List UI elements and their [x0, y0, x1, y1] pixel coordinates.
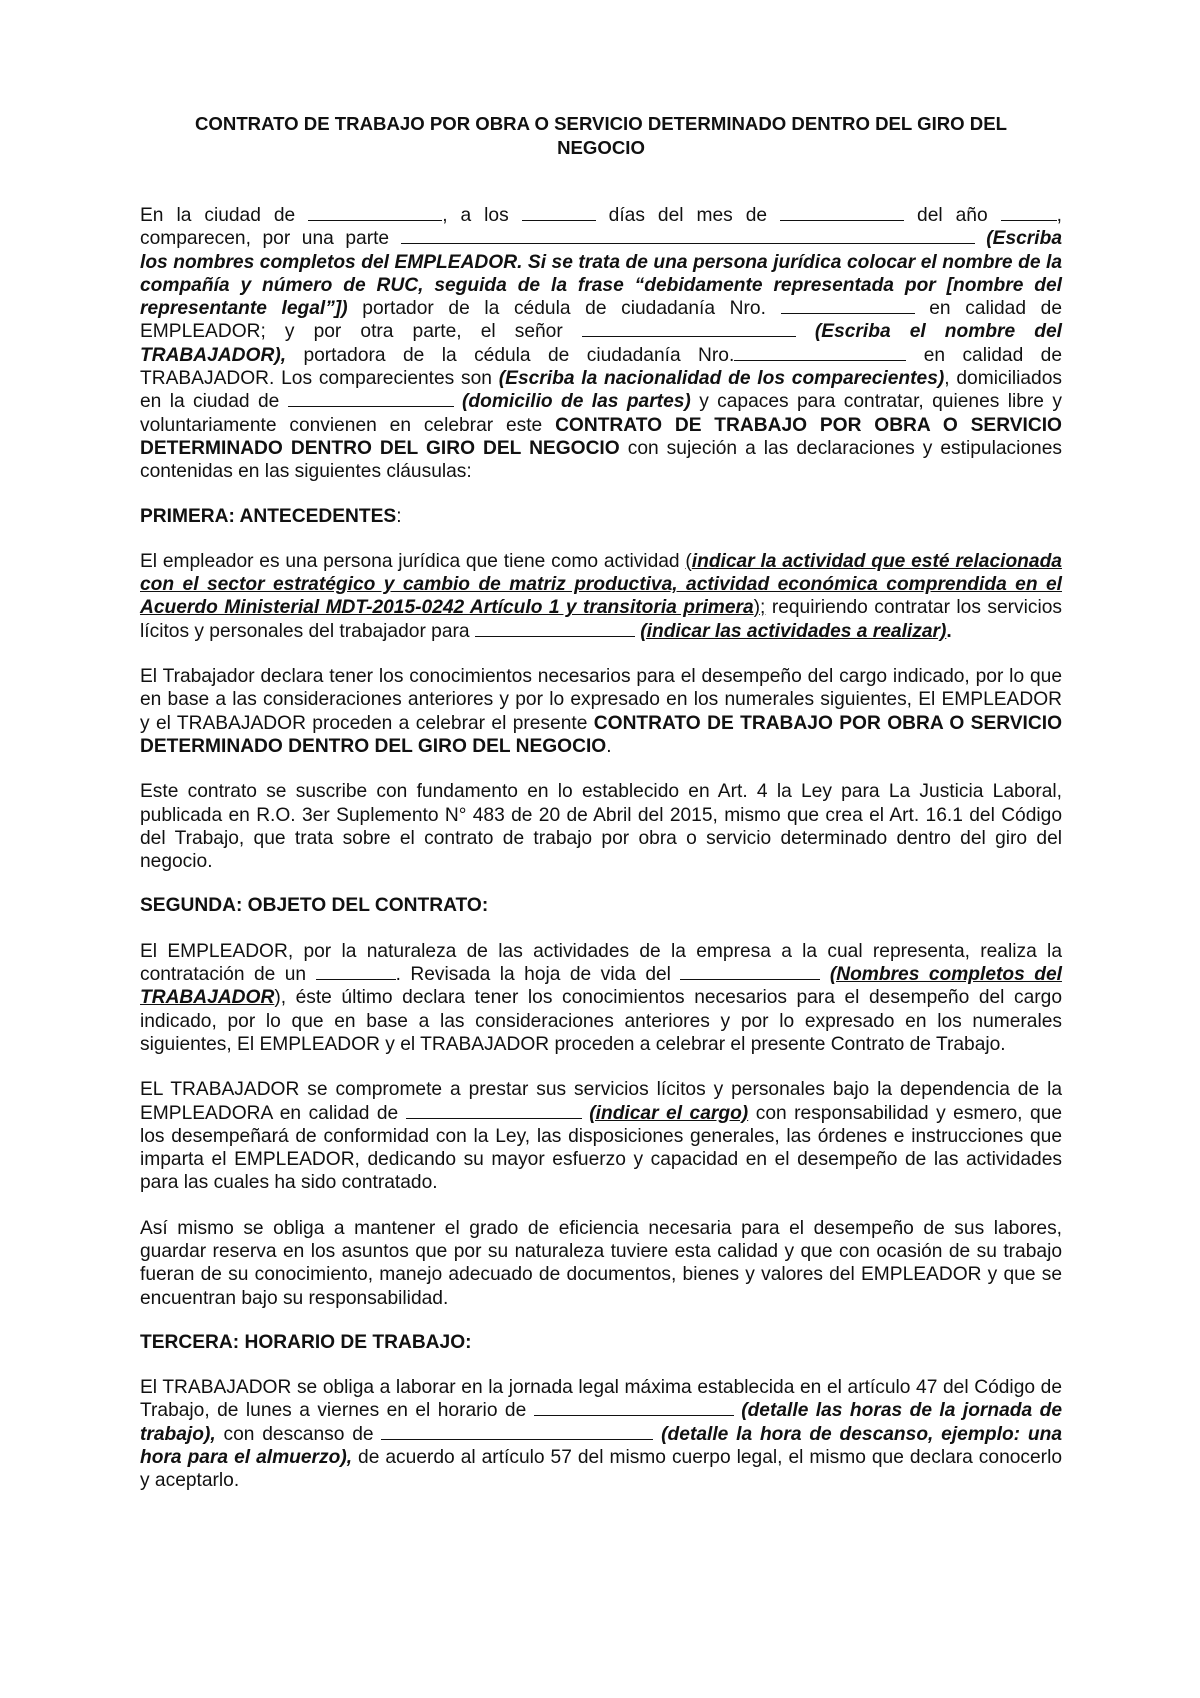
tercera-paragraph-1 [140, 1376, 1062, 1492]
primera-paragraph-1 [140, 550, 1062, 643]
domicile-hint: (domicilio de las partes) [462, 391, 691, 413]
worker-hint: (Escriba el nombre del TRABAJADOR), [140, 321, 1062, 366]
worker-id-blank [734, 345, 906, 361]
employer-name-blank [401, 228, 975, 244]
month-blank [780, 205, 904, 221]
schedule-hint: (detalle las horas de la jornada de trabajo), [140, 1400, 1063, 1445]
paren-close: ); [753, 597, 766, 619]
paragraph-text: El Trabajador declara tener los conocimientos necesarios para el desempeño del cargo indicado, por lo que en base a las consideraciones anteriores y por lo expresado en los numerales siguientes, El EMPLEADOR y el TRABAJADOR proceden a celebrar el presente [140, 666, 1062, 734]
paragraph-text: El TRABAJADOR se obliga a laborar en la jornada legal máxima establecida en el artículo 47 del Código de Trabajo, de lunes a viernes en el horario de [140, 1377, 1062, 1422]
worker-names-hint: (Nombres completos del TRABAJADOR [140, 964, 1062, 1009]
intro-text: y capaces para contratar, quienes libre y voluntariamente convienen en celebrar este [140, 391, 1062, 436]
contract-name: CONTRATO DE TRABAJO POR OBRA O SERVICIO DETERMINADO DENTRO DEL GIRO DEL NEGOCIO [140, 712, 1062, 757]
worker-name-blank [680, 964, 820, 980]
intro-paragraph [140, 204, 1062, 484]
paren-open: ( [685, 550, 692, 572]
heading-text: TERCERA: HORARIO DE TRABAJO: [140, 1331, 472, 1353]
intro-text: días del mes de [608, 205, 768, 226]
paragraph-end: . [946, 620, 952, 642]
city-domicile-blank [288, 391, 454, 407]
role-hint: (indicar el cargo) [589, 1102, 749, 1124]
primera-paragraph-3: Este contrato se suscribe con fundamento en lo establecido en Art. 4 la Ley para La Justicia Laboral, publicada en R.O. 3er Suplemento N° 483 de 20 de Abril del 2015, mismo que crea el Art. 16.1 del Código del Trabajo, que trata sobre el contrato de trabajo por obra o servicio determinado dentro del giro del negocio. [140, 781, 1062, 873]
paragraph-text: EL TRABAJADOR se compromete a prestar sus servicios lícitos y personales bajo la dependencia de la EMPLEADORA en calidad de [140, 1079, 1062, 1124]
employer-id-blank [781, 298, 915, 314]
activities-hint: (indicar las actividades a realizar) [640, 620, 947, 642]
section-heading-tercera [140, 1331, 1062, 1354]
paragraph-text: requiriendo contratar los servicios lícitos y personales del trabajador para [140, 597, 1062, 642]
contract-name: CONTRATO DE TRABAJO POR OBRA O SERVICIO DETERMINADO DENTRO DEL GIRO DEL NEGOCIO [140, 414, 1062, 459]
section-heading-segunda [140, 894, 1062, 917]
paragraph-text: con descanso de [223, 1423, 374, 1445]
paragraph-text: con responsabilidad y esmero, que los desempeñará de conformidad con la Ley, las disposiciones generales, las órdenes e instrucciones que imparta el EMPLEADOR, dedicando su mayor esfuerzo y capacidad en el desempeño de las actividades para las cuales ha sido contratado. [140, 1102, 1062, 1194]
document-title: CONTRATO DE TRABAJO POR OBRA O SERVICIO DETERMINADO DENTRO DEL GIRO DEL NEGOCIO [195, 113, 1007, 158]
segunda-paragraph-1 [140, 940, 1062, 1056]
intro-text: portador de la cédula de ciudadanía Nro. [362, 298, 766, 320]
role-blank [406, 1103, 582, 1119]
segunda-paragraph-2 [140, 1078, 1062, 1194]
paragraph-end: . [606, 735, 612, 757]
year-blank [1001, 205, 1057, 221]
intro-text: , comparecen, por una parte [140, 205, 1062, 250]
paragraph-text: de acuerdo al artículo 57 del mismo cuerpo legal, el mismo que declara conocerlo y aceptarlo. [140, 1447, 1063, 1492]
paragraph-text: El EMPLEADOR, por la naturaleza de las actividades de la empresa a la cual representa, realiza la contratación de un [140, 940, 1062, 986]
break-hint: (detalle la hora de descanso, ejemplo: una hora para el almuerzo), [140, 1423, 1062, 1469]
break-blank [381, 1424, 653, 1440]
paragraph-text: El empleador es una persona jurídica que tiene como actividad [140, 550, 680, 572]
intro-text: portadora de la cédula de ciudadanía Nro. [303, 344, 735, 366]
heading-text: SEGUNDA: OBJETO DEL CONTRATO: [140, 895, 489, 917]
worker-name-blank [582, 321, 796, 337]
paragraph-text: ), éste último declara tener los conocimientos necesarios para el desempeño del cargo indicado, por lo que en base a las consideraciones anteriores y por lo expresado en los numerales siguientes, El EMPLEADOR y el TRABAJADOR proceden a celebrar el presente Contrato de Trabajo. [140, 987, 1062, 1055]
position-blank [316, 964, 396, 980]
intro-text: en calidad de EMPLEADOR; y por otra parte, el señor [140, 298, 1062, 343]
heading-text: PRIMERA: ANTECEDENTES [140, 505, 397, 527]
intro-text: en calidad de TRABAJADOR. Los comparecientes son [140, 344, 1062, 390]
intro-text: , domiciliados en la ciudad de [140, 368, 1062, 413]
activity-hint: indicar la actividad que esté relacionada con el sector estratégico y cambio de matriz productiva, actividad económica comprendida en el Acuerdo Ministerial MDT-2015-0242 Artículo 1 y transitoria primera [140, 550, 1062, 619]
contract-page [140, 112, 1062, 1493]
section-heading-primera [140, 505, 1062, 528]
paragraph-text: . Revisada la hoja de vida del [395, 964, 671, 986]
nationality-hint: (Escriba la nacionalidad de los comparecientes) [498, 368, 945, 390]
intro-text: del año [917, 205, 988, 226]
heading-colon: : [396, 505, 402, 527]
activities-blank [475, 621, 635, 637]
schedule-blank [534, 1400, 734, 1416]
employer-hint: (Escriba los nombres completos del EMPLEADOR. Si se trata de una persona jurídica colocar el nombre de la compañía y número de RUC, seguida de la frase “debidamente representada por [nombre del representante legal”]) [140, 228, 1062, 320]
city-blank [308, 205, 442, 221]
segunda-paragraph-3: Así mismo se obliga a mantener el grado de eficiencia necesaria para el desempeño de sus labores, guardar reserva en los asuntos que por su naturaleza tuviere esta calidad y que con ocasión de su trabajo fueran de su conocimiento, manejo adecuado de documentos, bienes y valores del EMPLEADOR y que se encuentran bajo su responsabilidad. [140, 1217, 1062, 1309]
day-blank [522, 205, 596, 221]
intro-text: En la ciudad de [140, 205, 296, 226]
primera-paragraph-2 [140, 665, 1062, 758]
intro-text: , a los [442, 205, 509, 226]
intro-text: con sujeción a las declaraciones y estipulaciones contenidas en las siguientes cláusulas: [140, 437, 1062, 483]
